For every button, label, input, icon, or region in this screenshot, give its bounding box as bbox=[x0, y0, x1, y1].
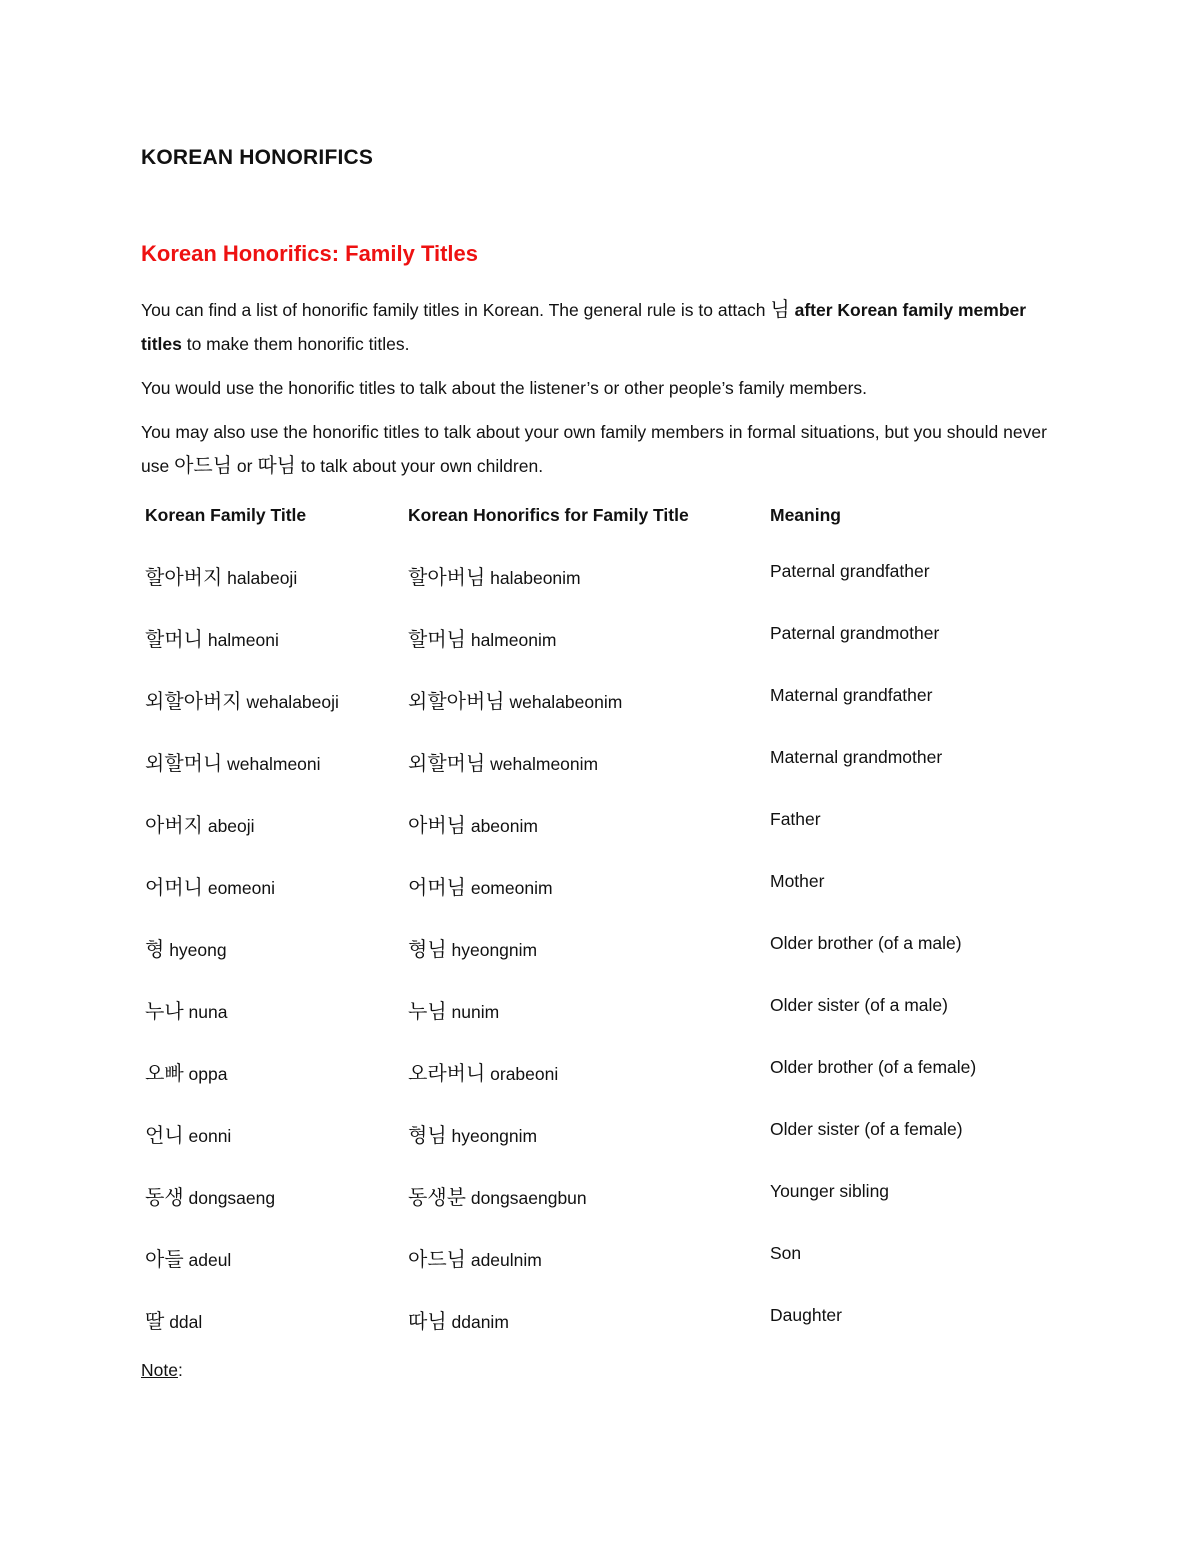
family-title-korean: 아버지 bbox=[145, 815, 203, 837]
table-row bbox=[145, 1057, 1065, 1119]
header-family-title: Korean Family Title bbox=[145, 505, 307, 525]
honorific-title-cell bbox=[408, 623, 556, 652]
family-title-cell bbox=[145, 1119, 231, 1148]
meaning-text: Son bbox=[770, 1243, 802, 1263]
honorific-title-romanization: eomeonim bbox=[465, 878, 553, 898]
honorific-title-cell bbox=[408, 1305, 509, 1334]
family-title-cell bbox=[145, 1181, 275, 1210]
honorific-title-romanization: orabeoni bbox=[485, 1064, 559, 1084]
honorific-title-cell bbox=[408, 1181, 587, 1210]
table-row bbox=[145, 1181, 1065, 1243]
honorific-title-romanization: halmeonim bbox=[465, 630, 557, 650]
usage-paragraph: You would use the honorific titles to talk about the listener’s or other people’s family members. bbox=[141, 378, 868, 398]
note-label-text: Note bbox=[141, 1360, 178, 1380]
family-title-romanization: oppa bbox=[183, 1064, 228, 1084]
meaning-text: Maternal grandfather bbox=[770, 685, 933, 705]
family-title-romanization: halmeoni bbox=[202, 630, 279, 650]
formal-usage-paragraph bbox=[141, 415, 1071, 483]
family-title-romanization: abeoji bbox=[202, 816, 255, 836]
family-title-cell bbox=[145, 809, 255, 838]
meaning-cell bbox=[770, 1119, 963, 1140]
formal-term-son: 아드님 bbox=[174, 455, 233, 477]
family-title-romanization: wehalabeoji bbox=[241, 692, 339, 712]
table-header-row bbox=[145, 505, 1065, 561]
family-title-korean: 딸 bbox=[145, 1311, 165, 1333]
honorific-title-korean: 오라버니 bbox=[408, 1063, 486, 1085]
formal-term-daughter: 따님 bbox=[257, 455, 296, 477]
family-title-korean: 언니 bbox=[145, 1125, 184, 1147]
honorific-title-romanization: ddanim bbox=[446, 1312, 509, 1332]
family-title-romanization: eonni bbox=[183, 1126, 232, 1146]
honorific-title-cell bbox=[408, 685, 622, 714]
family-title-romanization: hyeong bbox=[164, 940, 227, 960]
honorific-title-korean: 할아버님 bbox=[408, 567, 486, 589]
honorific-title-romanization: nunim bbox=[446, 1002, 500, 1022]
document-title: KOREAN HONORIFICS bbox=[141, 146, 374, 169]
family-title-romanization: eomeoni bbox=[202, 878, 275, 898]
family-title-cell bbox=[145, 747, 321, 776]
table-row bbox=[145, 685, 1065, 747]
family-title-korean: 외할머니 bbox=[145, 753, 223, 775]
table-row bbox=[145, 995, 1065, 1057]
honorific-title-cell bbox=[408, 809, 538, 838]
family-title-romanization: dongsaeng bbox=[183, 1188, 276, 1208]
table-row bbox=[145, 1119, 1065, 1181]
table-row bbox=[145, 747, 1065, 809]
family-title-korean: 오빠 bbox=[145, 1063, 184, 1085]
table-row bbox=[145, 933, 1065, 995]
meaning-cell bbox=[770, 809, 821, 830]
honorific-title-romanization: wehalmeonim bbox=[485, 754, 599, 774]
honorific-title-korean: 외할머님 bbox=[408, 753, 486, 775]
family-title-korean: 할아버지 bbox=[145, 567, 223, 589]
family-title-cell bbox=[145, 1305, 202, 1334]
family-title-korean: 누나 bbox=[145, 1001, 184, 1023]
family-title-romanization: ddal bbox=[164, 1312, 203, 1332]
table-row bbox=[145, 1305, 1065, 1367]
family-title-korean: 할머니 bbox=[145, 629, 203, 651]
meaning-text: Maternal grandmother bbox=[770, 747, 943, 767]
meaning-cell bbox=[770, 871, 824, 892]
intro-text-2: to make them honorific titles. bbox=[181, 334, 410, 354]
family-title-romanization: wehalmeoni bbox=[222, 754, 321, 774]
family-title-cell bbox=[145, 685, 339, 714]
honorific-title-korean: 동생분 bbox=[408, 1187, 466, 1209]
meaning-cell bbox=[770, 561, 930, 582]
honorific-title-romanization: hyeongnim bbox=[446, 1126, 538, 1146]
honorific-title-korean: 어머님 bbox=[408, 877, 466, 899]
honorific-title-korean: 할머님 bbox=[408, 629, 466, 651]
table-row bbox=[145, 809, 1065, 871]
meaning-text: Older sister (of a male) bbox=[770, 995, 948, 1015]
meaning-cell bbox=[770, 1243, 801, 1264]
table-row bbox=[145, 561, 1065, 623]
meaning-text: Mother bbox=[770, 871, 825, 891]
honorific-title-romanization: hyeongnim bbox=[446, 940, 538, 960]
family-titles-table bbox=[145, 505, 1065, 1367]
meaning-text: Older sister (of a female) bbox=[770, 1119, 963, 1139]
intro-text-1: You can find a list of honorific family titles in Korean. The general rule is to attach bbox=[141, 300, 771, 320]
table-row bbox=[145, 623, 1065, 685]
meaning-text: Paternal grandmother bbox=[770, 623, 940, 643]
honorific-title-korean: 형님 bbox=[408, 1125, 447, 1147]
meaning-cell bbox=[770, 685, 932, 706]
header-honorific-title: Korean Honorifics for Family Title bbox=[408, 505, 689, 525]
note-label bbox=[141, 1360, 183, 1381]
honorific-title-korean: 아버님 bbox=[408, 815, 466, 837]
honorific-title-korean: 아드님 bbox=[408, 1249, 466, 1271]
family-title-korean: 형 bbox=[145, 939, 165, 961]
meaning-text: Daughter bbox=[770, 1305, 842, 1325]
family-title-cell bbox=[145, 1057, 227, 1086]
honorific-title-romanization: abeonim bbox=[465, 816, 538, 836]
formal-text-2: to talk about your own children. bbox=[295, 456, 544, 476]
honorific-title-cell bbox=[408, 561, 581, 590]
honorific-title-cell bbox=[408, 1057, 558, 1086]
formal-text-or: or bbox=[232, 456, 258, 476]
meaning-text: Paternal grandfather bbox=[770, 561, 930, 581]
family-title-cell bbox=[145, 561, 297, 590]
family-title-cell bbox=[145, 871, 275, 900]
honorific-title-korean: 누님 bbox=[408, 1001, 447, 1023]
honorific-title-korean: 외할아버님 bbox=[408, 691, 505, 713]
table-body bbox=[145, 561, 1065, 1367]
note-colon: : bbox=[177, 1360, 183, 1380]
intro-bold-text: after Korean family member titles bbox=[141, 300, 1027, 354]
meaning-cell bbox=[770, 933, 962, 954]
family-title-romanization: halabeoji bbox=[222, 568, 298, 588]
family-title-korean: 어머니 bbox=[145, 877, 203, 899]
honorific-title-cell bbox=[408, 747, 598, 776]
family-title-cell bbox=[145, 995, 227, 1024]
meaning-text: Father bbox=[770, 809, 821, 829]
table-row bbox=[145, 1243, 1065, 1305]
meaning-cell bbox=[770, 1181, 889, 1202]
honorific-title-korean: 형님 bbox=[408, 939, 447, 961]
meaning-cell bbox=[770, 1305, 842, 1326]
meaning-cell bbox=[770, 747, 942, 768]
honorific-title-cell bbox=[408, 1119, 537, 1148]
honorific-title-romanization: halabeonim bbox=[485, 568, 581, 588]
header-meaning: Meaning bbox=[770, 505, 841, 525]
honorific-title-romanization: wehalabeonim bbox=[504, 692, 623, 712]
meaning-cell bbox=[770, 995, 948, 1016]
family-title-romanization: adeul bbox=[183, 1250, 232, 1270]
honorific-title-romanization: adeulnim bbox=[465, 1250, 542, 1270]
family-title-korean: 아들 bbox=[145, 1249, 184, 1271]
family-title-korean: 동생 bbox=[145, 1187, 184, 1209]
meaning-text: Younger sibling bbox=[770, 1181, 890, 1201]
intro-nim-term: 님 bbox=[770, 299, 790, 321]
formal-text-1: You may also use the honorific titles to talk about your own family members in formal situations, but you should never use bbox=[141, 422, 1047, 476]
family-title-cell bbox=[145, 623, 279, 652]
family-title-korean: 외할아버지 bbox=[145, 691, 242, 713]
honorific-title-cell bbox=[408, 995, 499, 1024]
meaning-cell bbox=[770, 623, 939, 644]
meaning-text: Older brother (of a female) bbox=[770, 1057, 977, 1077]
meaning-text: Older brother (of a male) bbox=[770, 933, 962, 953]
honorific-title-cell bbox=[408, 871, 553, 900]
family-title-cell bbox=[145, 1243, 231, 1272]
honorific-title-romanization: dongsaengbun bbox=[465, 1188, 587, 1208]
meaning-cell bbox=[770, 1057, 976, 1078]
honorific-title-korean: 따님 bbox=[408, 1311, 447, 1333]
intro-paragraph bbox=[141, 293, 1071, 361]
honorific-title-cell bbox=[408, 1243, 542, 1272]
table-row bbox=[145, 871, 1065, 933]
family-title-cell bbox=[145, 933, 227, 962]
family-title-romanization: nuna bbox=[183, 1002, 228, 1022]
section-heading: Korean Honorifics: Family Titles bbox=[141, 241, 479, 266]
honorific-title-cell bbox=[408, 933, 537, 962]
